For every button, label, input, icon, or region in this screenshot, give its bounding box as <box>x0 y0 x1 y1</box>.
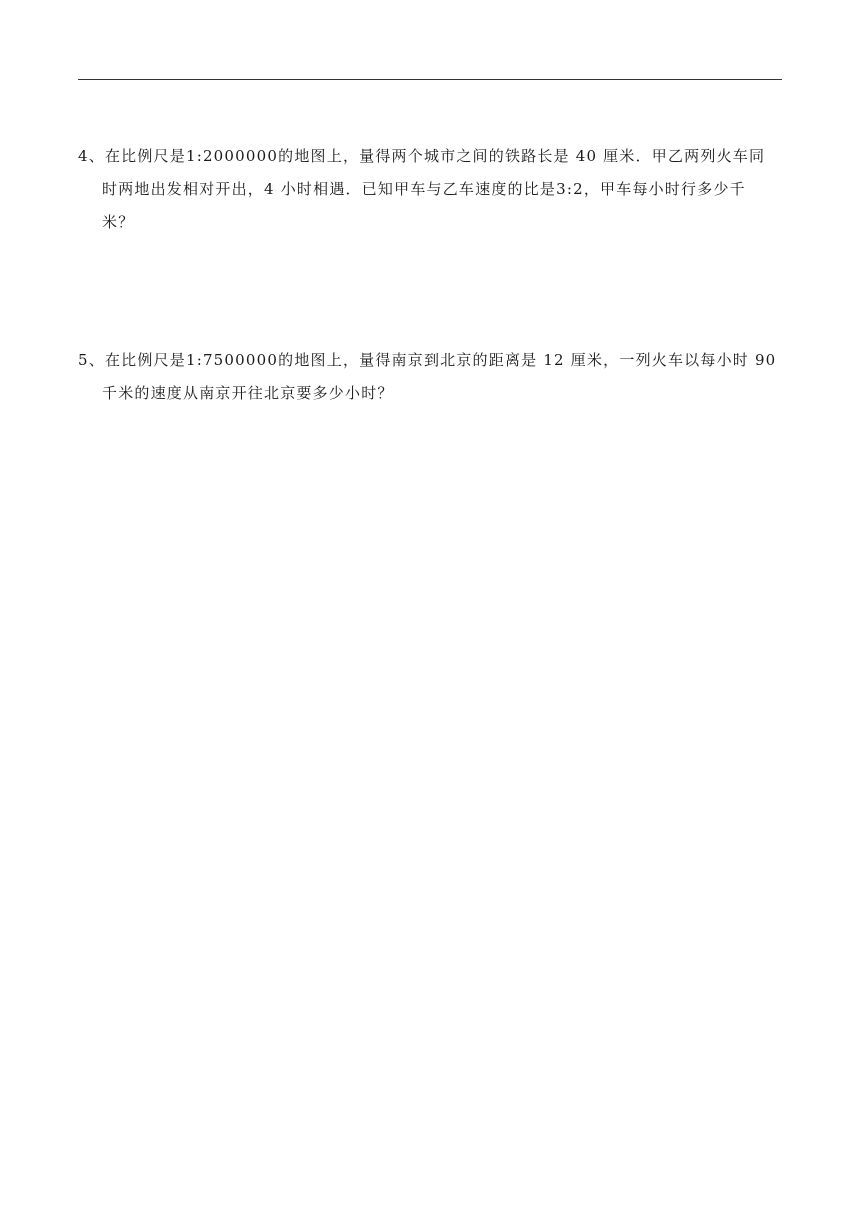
problem-5-line-2: 千米的速度从南京开往北京要多少小时？ <box>102 384 394 402</box>
problem-4 <box>78 140 782 239</box>
problem-4-line-1: 4、在比例尺是1:2000000的地图上，量得两个城市之间的铁路长是 40 厘米．甲乙两列火车同 <box>78 147 766 165</box>
problem-5 <box>78 344 782 410</box>
problem-4-line-3: 米？ <box>102 213 135 231</box>
header-rule <box>78 79 782 80</box>
problem-5-line-1: 5、在比例尺是1:7500000的地图上，量得南京到北京的距离是 12 厘米，一列火车以每小时 90 <box>78 351 777 369</box>
problem-4-line-2: 时两地出发相对开出，4 小时相遇．已知甲车与乙车速度的比是3:2，甲车每小时行多少千 <box>102 180 746 198</box>
